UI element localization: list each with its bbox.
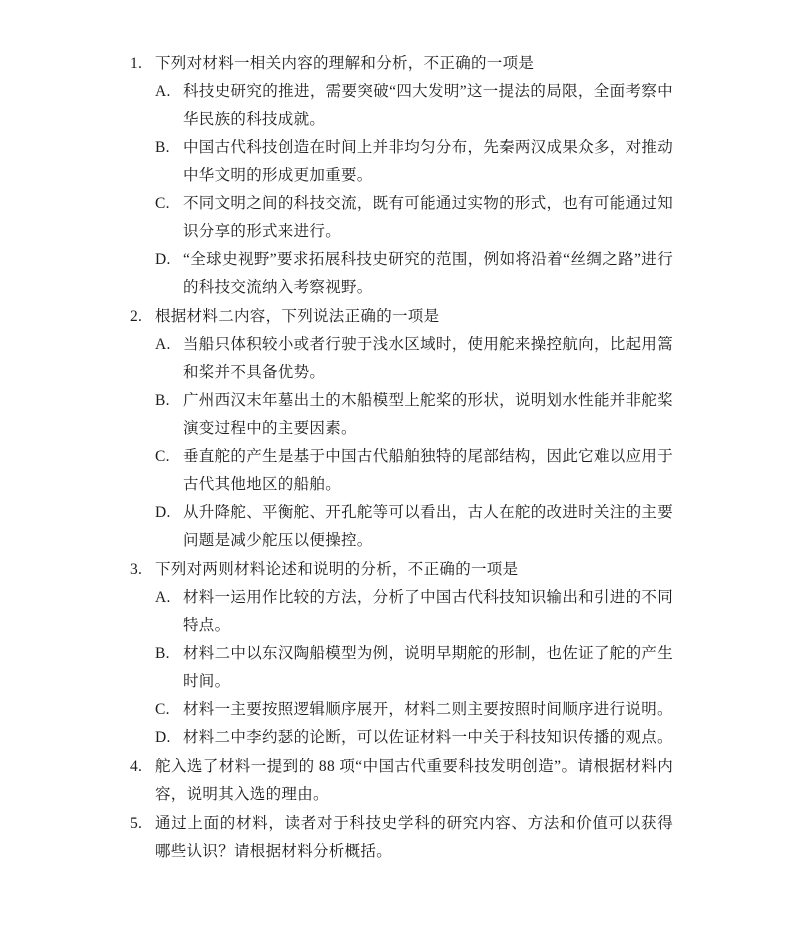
question-3-body [155,556,673,752]
option-text: 从升降舵、平衡舵、开孔舵等可以看出，古人在舵的改进时关注的主要问题是减少舵压以便操控。 [183,504,673,549]
question-3-number: 3. [130,561,143,578]
question-3-option-a [155,584,673,640]
option-letter: B. [155,392,170,409]
question-4-number: 4. [130,758,143,775]
question-2 [130,303,673,555]
option-text: 当船只体积较小或者行驶于浅水区域时，使用舵来操控航向，比起用篙和桨并不具备优势。 [183,336,673,381]
option-text: 材料一运用作比较的方法，分析了中国古代科技知识输出和引进的不同特点。 [183,589,673,634]
option-text: 材料二中李约瑟的论断，可以佐证材料一中关于科技知识传播的观点。 [183,729,673,746]
option-letter: D. [155,504,171,521]
question-1-text: 下列对材料一相关内容的理解和分析，不正确的一项是 [155,55,535,72]
question-4 [130,753,673,809]
option-letter: B. [155,645,170,662]
option-letter: B. [155,139,170,156]
question-1-number: 1. [130,55,143,72]
question-3-option-c [155,696,673,724]
option-text: 科技史研究的推进，需要突破“四大发明”这一提法的局限，全面考察中华民族的科技成就。 [183,83,673,128]
question-4-text: 舵入选了材料一提到的 88 项“中国古代重要科技发明创造”。请根据材料内容，说明其入选的理由。 [155,758,673,803]
option-letter: D. [155,251,171,268]
questions-block [130,50,673,867]
question-1-option-d [155,246,673,302]
option-letter: A. [155,336,171,353]
question-2-option-c [155,443,673,499]
question-1-option-a [155,78,673,134]
question-3-option-b [155,640,673,696]
question-3-option-d [155,724,673,752]
question-5-text: 通过上面的材料，读者对于科技史学科的研究内容、方法和价值可以获得哪些认识？请根据材料分析概括。 [155,815,673,860]
option-text: 垂直舵的产生是基于中国古代船舶独特的尾部结构，因此它难以应用于古代其他地区的船舶。 [183,448,673,493]
question-1 [130,50,673,302]
option-text: 不同文明之间的科技交流，既有可能通过实物的形式，也有可能通过知识分享的形式来进行。 [183,195,673,240]
option-letter: C. [155,195,170,212]
option-text: 中国古代科技创造在时间上并非均匀分布，先秦两汉成果众多，对推动中华文明的形成更加重要。 [183,139,673,184]
question-5 [130,810,673,866]
question-2-option-d [155,499,673,555]
question-3-text: 下列对两则材料论述和说明的分析，不正确的一项是 [155,561,519,578]
option-text: 材料一主要按照逻辑顺序展开，材料二则主要按照时间顺序进行说明。 [183,701,673,718]
option-text: 材料二中以东汉陶船模型为例，说明早期舵的形制，也佐证了舵的产生时间。 [183,645,673,690]
question-2-body [155,303,673,555]
option-text: “全球史视野”要求拓展科技史研究的范围，例如将沿着“丝绸之路”进行的科技交流纳入考察视野。 [183,251,673,296]
option-letter: C. [155,701,170,718]
option-text: 广州西汉末年墓出土的木船模型上舵桨的形状，说明划水性能并非舵桨演变过程中的主要因素。 [183,392,673,437]
option-letter: D. [155,729,171,746]
question-5-body [155,810,673,866]
question-2-text: 根据材料二内容，下列说法正确的一项是 [155,308,440,325]
option-letter: C. [155,448,170,465]
question-5-number: 5. [130,815,143,832]
question-3 [130,556,673,752]
option-letter: A. [155,589,171,606]
question-1-body [155,50,673,302]
question-1-option-b [155,134,673,190]
question-1-option-c [155,190,673,246]
question-4-body [155,753,673,809]
option-letter: A. [155,83,171,100]
question-2-option-b [155,387,673,443]
question-2-number: 2. [130,308,143,325]
question-2-option-a [155,331,673,387]
